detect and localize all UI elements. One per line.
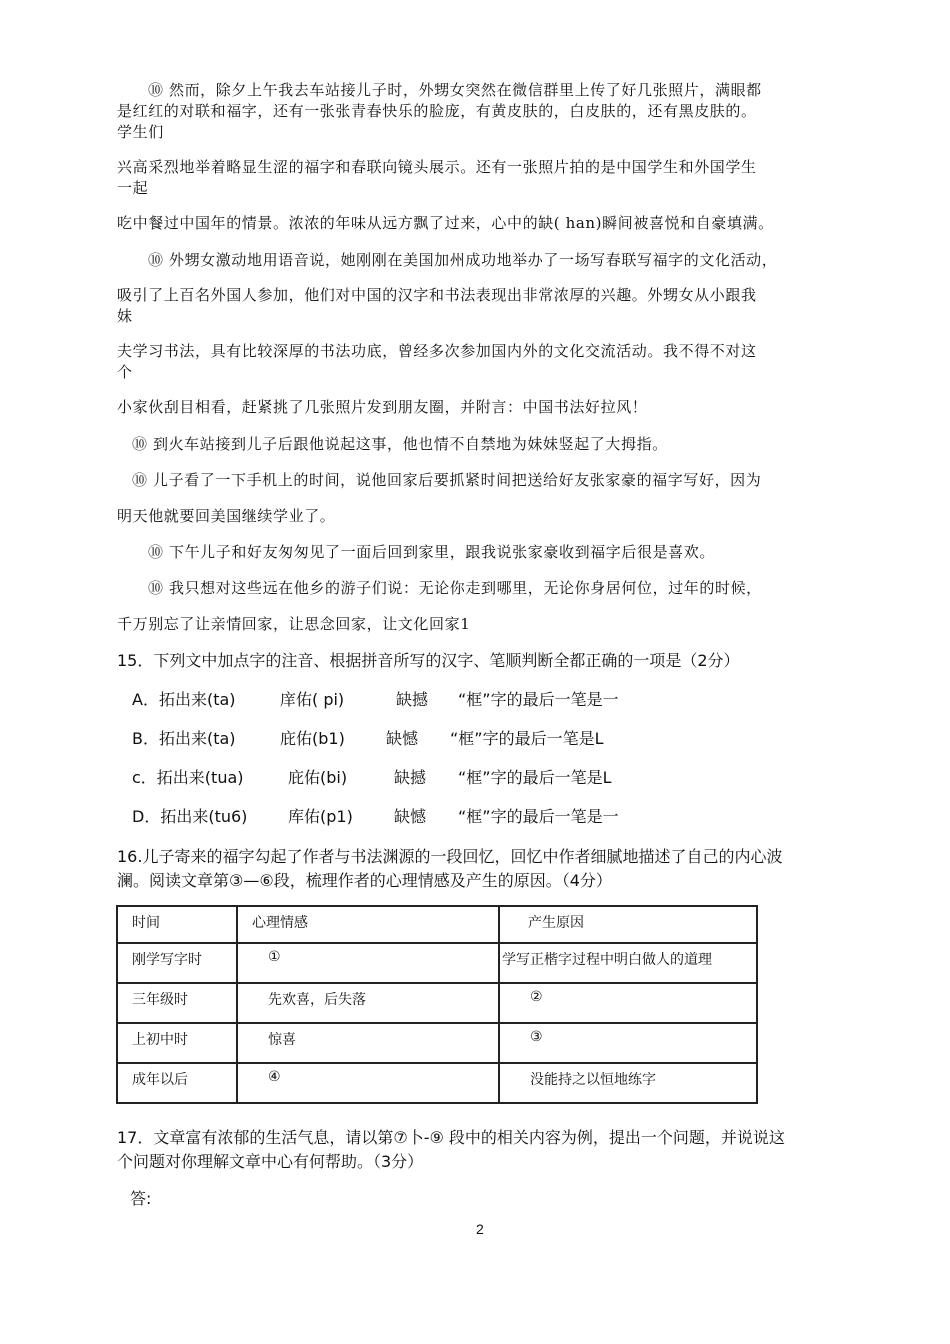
passage-line: 小家伙刮目相看，赶紧挑了几张照片发到朋友圈，并附言：中国书法好拉风！ (117, 398, 648, 416)
table-cell: 学写正楷字过程中明白做人的道理 (499, 943, 757, 983)
passage-line: 学生们 (117, 123, 164, 141)
option-stroke: “框”字的最后一笔是一 (458, 690, 619, 709)
passage-line: ⑩ 儿子看了一下手机上的时间，说他回家后要抓紧时间把送给好友张家豪的福字写好，因为 (132, 471, 762, 489)
passage-line: 夫学习书法，具有比较深厚的书法功底，曾经多次参加国内外的文化交流活动。我不得不对这 (117, 342, 757, 360)
passage-line: ⑩ 到火车站接到儿子后跟他说起这事，他也情不自禁地为妹妹竖起了大拇指。 (132, 435, 668, 453)
passage-line: 一起 (117, 179, 149, 197)
passage-line: 妹 (117, 307, 133, 325)
option-word: B．拓出来(ta) (132, 729, 236, 748)
option-stroke: “框”字的最后一笔是L (458, 768, 612, 787)
table-row (117, 1063, 757, 1103)
passage-line: ⑩ 下午儿子和好友匆匆见了一面后回到家里，跟我说张家豪收到福字后很是喜欢。 (148, 543, 715, 561)
passage-line: 吸引了上百名外国人参加，他们对中国的汉字和书法表现出非常浓厚的兴趣。外甥女从小跟我 (117, 286, 757, 304)
table-header: 时间 (117, 906, 237, 943)
option-word-2: 缺憾 (394, 807, 427, 826)
table-cell: 成年以后 (117, 1063, 237, 1103)
question-16-stem: 澜。阅读文章第③—⑥段，梳理作者的心理情感及产生的原因。（4分） (117, 871, 612, 890)
passage-line: 个 (117, 363, 133, 381)
table-cell: ① (237, 943, 499, 983)
q15-option-a (132, 690, 619, 710)
option-word: A．拓出来(ta) (132, 690, 236, 709)
passage-line: 兴高采烈地举着略显生涩的福字和春联向镜头展示。还有一张照片拍的是中国学生和外国学生 (117, 158, 757, 176)
q15-option-d (132, 807, 619, 827)
option-word: D．拓出来(tu6) (132, 807, 248, 826)
table-cell: 先欢喜，后失落 (237, 983, 499, 1023)
passage-line: 千万别忘了让亲情回家，让思念回家，让文化回家1 (117, 615, 471, 633)
option-pinyin: 庇佑(b1) (280, 729, 345, 748)
option-pinyin: 庠佑( pi) (280, 690, 345, 709)
table-cell: 没能持之以恒地练字 (499, 1063, 757, 1103)
passage-line: ⑩ 然而，除夕上午我去车站接儿子时，外甥女突然在微信群里上传了好几张照片，满眼都 (148, 81, 762, 99)
q15-option-c (132, 768, 612, 788)
option-stroke: “框”字的最后一笔是一 (458, 807, 619, 826)
table-row (117, 943, 757, 983)
question-17-stem: 17．文章富有浓郁的生活气息，请以第⑦卜-⑨ 段中的相关内容为例，提出一个问题，并说说这 (117, 1128, 785, 1147)
page-number: 2 (476, 1221, 484, 1237)
table-cell: ② (499, 983, 757, 1023)
table-cell: 上初中时 (117, 1023, 237, 1063)
question-16-stem: 16.儿子寄来的福字勾起了作者与书法渊源的一段回忆，回忆中作者细腻地描述了自己的内心波 (117, 847, 783, 866)
option-stroke: “框”字的最后一笔是L (450, 729, 604, 748)
question-17-stem: 个问题对你理解文章中心有何帮助。（3分） (117, 1152, 424, 1171)
option-word-2: 缺撼 (394, 768, 427, 787)
option-pinyin: 库佑(p1) (288, 807, 353, 826)
option-word-2: 缺撼 (396, 690, 429, 709)
answer-table (116, 905, 758, 1104)
passage-line: ⑩ 外甥女激动地用语音说，她刚刚在美国加州成功地举办了一场写春联写福字的文化活动， (148, 251, 778, 269)
table-header: 心理情感 (237, 906, 499, 943)
table-header: 产生原因 (499, 906, 757, 943)
table-header-row (117, 906, 757, 943)
table-cell: 惊喜 (237, 1023, 499, 1063)
answer-label: 答: (130, 1189, 152, 1208)
option-pinyin: 庇佑(bi) (288, 768, 348, 787)
table-row (117, 1023, 757, 1063)
passage-line: ⑩ 我只想对这些远在他乡的游子们说：无论你走到哪里，无论你身居何位，过年的时候， (148, 579, 762, 597)
passage-line: 明天他就要回美国继续学业了。 (117, 507, 336, 525)
option-word-2: 缺憾 (386, 729, 419, 748)
table-cell: ④ (237, 1063, 499, 1103)
table-cell: 三年级时 (117, 983, 237, 1023)
q15-option-b (132, 729, 604, 749)
table-row (117, 983, 757, 1023)
table-cell: ③ (499, 1023, 757, 1063)
option-word: c．拓出来(tua) (132, 768, 244, 787)
question-15-stem: 15．下列文中加点字的注音、根据拼音所写的汉字、笔顺判断全都正确的一项是（2分） (117, 651, 740, 670)
passage-line: 吃中餐过中国年的情景。浓浓的年味从远方飘了过来，心中的缺( han)瞬间被喜悦和自豪填满。 (117, 214, 774, 232)
passage-line: 是红红的对联和福字，还有一张张青春快乐的脸庞，有黄皮肤的，白皮肤的，还有黑皮肤的。 (117, 102, 757, 120)
table-cell: 刚学写字时 (117, 943, 237, 983)
